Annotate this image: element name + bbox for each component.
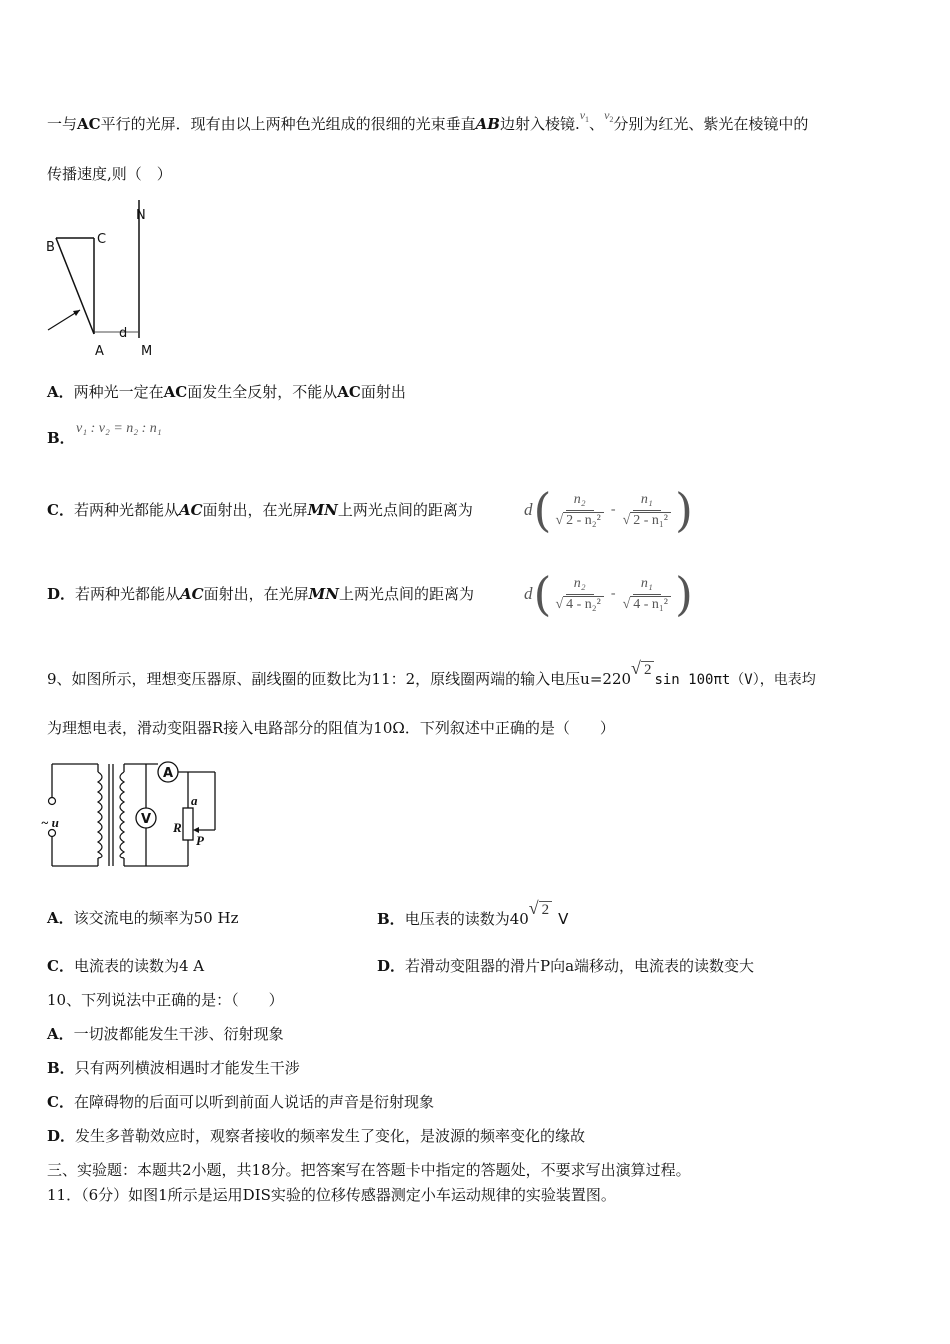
q8-option-a: A．两种光一定在AC面发生全反射，不能从AC面射出: [47, 383, 406, 401]
q9-stem-line1: 9、如图所示，理想变压器原、副线圈的匝数比为11：2，原线圈两端的输入电压u=220√ 2sin 100πt（V），电表均: [47, 658, 816, 688]
q8-option-d: D．若两种光都能从AC面射出，在光屏MN上两光点间的距离为: [47, 585, 474, 603]
v1-symbol: v1: [579, 108, 590, 124]
label-A: A: [95, 344, 104, 359]
q8-option-b: B．: [47, 429, 75, 447]
q9-option-c: C．电流表的读数为4 A: [47, 957, 205, 975]
q8-option-c-formula: d ( $\frac{\text{n₂}}{\text{√ 2 - n₂²}}$ - $\frac{\text{n₁}}{\text{√ 2 - n₁²}}$ ): [524, 483, 693, 537]
q8-intro-line2: 传播速度,则（ ）: [47, 165, 172, 183]
q8-intro-line1: 一与AC平行的光屏．现有由以上两种色光组成的很细的光束垂直AB边射入棱镜.$^{v_1}$、$^{v_2}$分别为红光、紫光在棱镜中的: [47, 108, 809, 133]
resistor-label: R: [173, 820, 182, 835]
slider-p-label: P: [196, 833, 204, 848]
q9-option-a: A．该交流电的频率为50 Hz: [47, 909, 239, 927]
q8-option-b-formula: v₁ : v₂ = n₂ : n₁: [76, 421, 162, 436]
q10-option-c: C．在障碍物的后面可以听到前面人说话的声音是衍射现象: [47, 1093, 434, 1111]
q10-option-d: D．发生多普勒效应时，观察者接收的频率发生了变化，是波源的频率变化的缘故: [47, 1127, 586, 1145]
label-d: d: [119, 326, 128, 341]
label-M: M: [141, 344, 153, 359]
section-3-heading: 三、实验题：本题共2小题，共18分。把答案写在答题卡中指定的答题处，不要求写出演算过程。: [47, 1161, 691, 1179]
q11-stem: 11．（6分）如图1所示是运用DIS实验的位移传感器测定小车运动规律的实验装置图。: [47, 1186, 616, 1204]
q9-option-b: B．电压表的读数为40√ 2 V: [377, 898, 569, 928]
q8-option-d-formula: d ( $\frac{\text{n₂}}{\text{√ 4 - n₂²}}$ - $\frac{\text{n₁}}{\text{√ 4 - n₁²}}$ ): [524, 567, 693, 621]
ammeter-label: A: [163, 766, 174, 781]
label-C: C: [97, 232, 107, 247]
source-label: ~ u: [41, 815, 59, 830]
q10-option-b: B．只有两列横波相遇时才能发生干涉: [47, 1059, 300, 1077]
q9-stem-line2: 为理想电表，滑动变阻器R接入电路部分的阻值为10Ω．下列叙述中正确的是（ ）: [47, 719, 615, 737]
transformer-figure: [40, 758, 230, 873]
voltmeter-label: V: [141, 812, 152, 827]
q8-option-c: C．若两种光都能从AC面射出，在光屏MN上两光点间的距离为: [47, 501, 473, 519]
v2-symbol: v2: [604, 108, 614, 124]
q10-stem: 10、下列说法中正确的是：（ ）: [47, 991, 284, 1009]
label-N: N: [136, 208, 146, 223]
label-B: B: [46, 240, 55, 255]
terminal-a-label: a: [191, 793, 198, 808]
q10-option-a: A．一切波都能发生干涉、衍射现象: [47, 1025, 284, 1043]
prism-figure: [40, 196, 170, 362]
q9-option-d: D．若滑动变阻器的滑片P向a端移动，电流表的读数变大: [377, 957, 755, 975]
